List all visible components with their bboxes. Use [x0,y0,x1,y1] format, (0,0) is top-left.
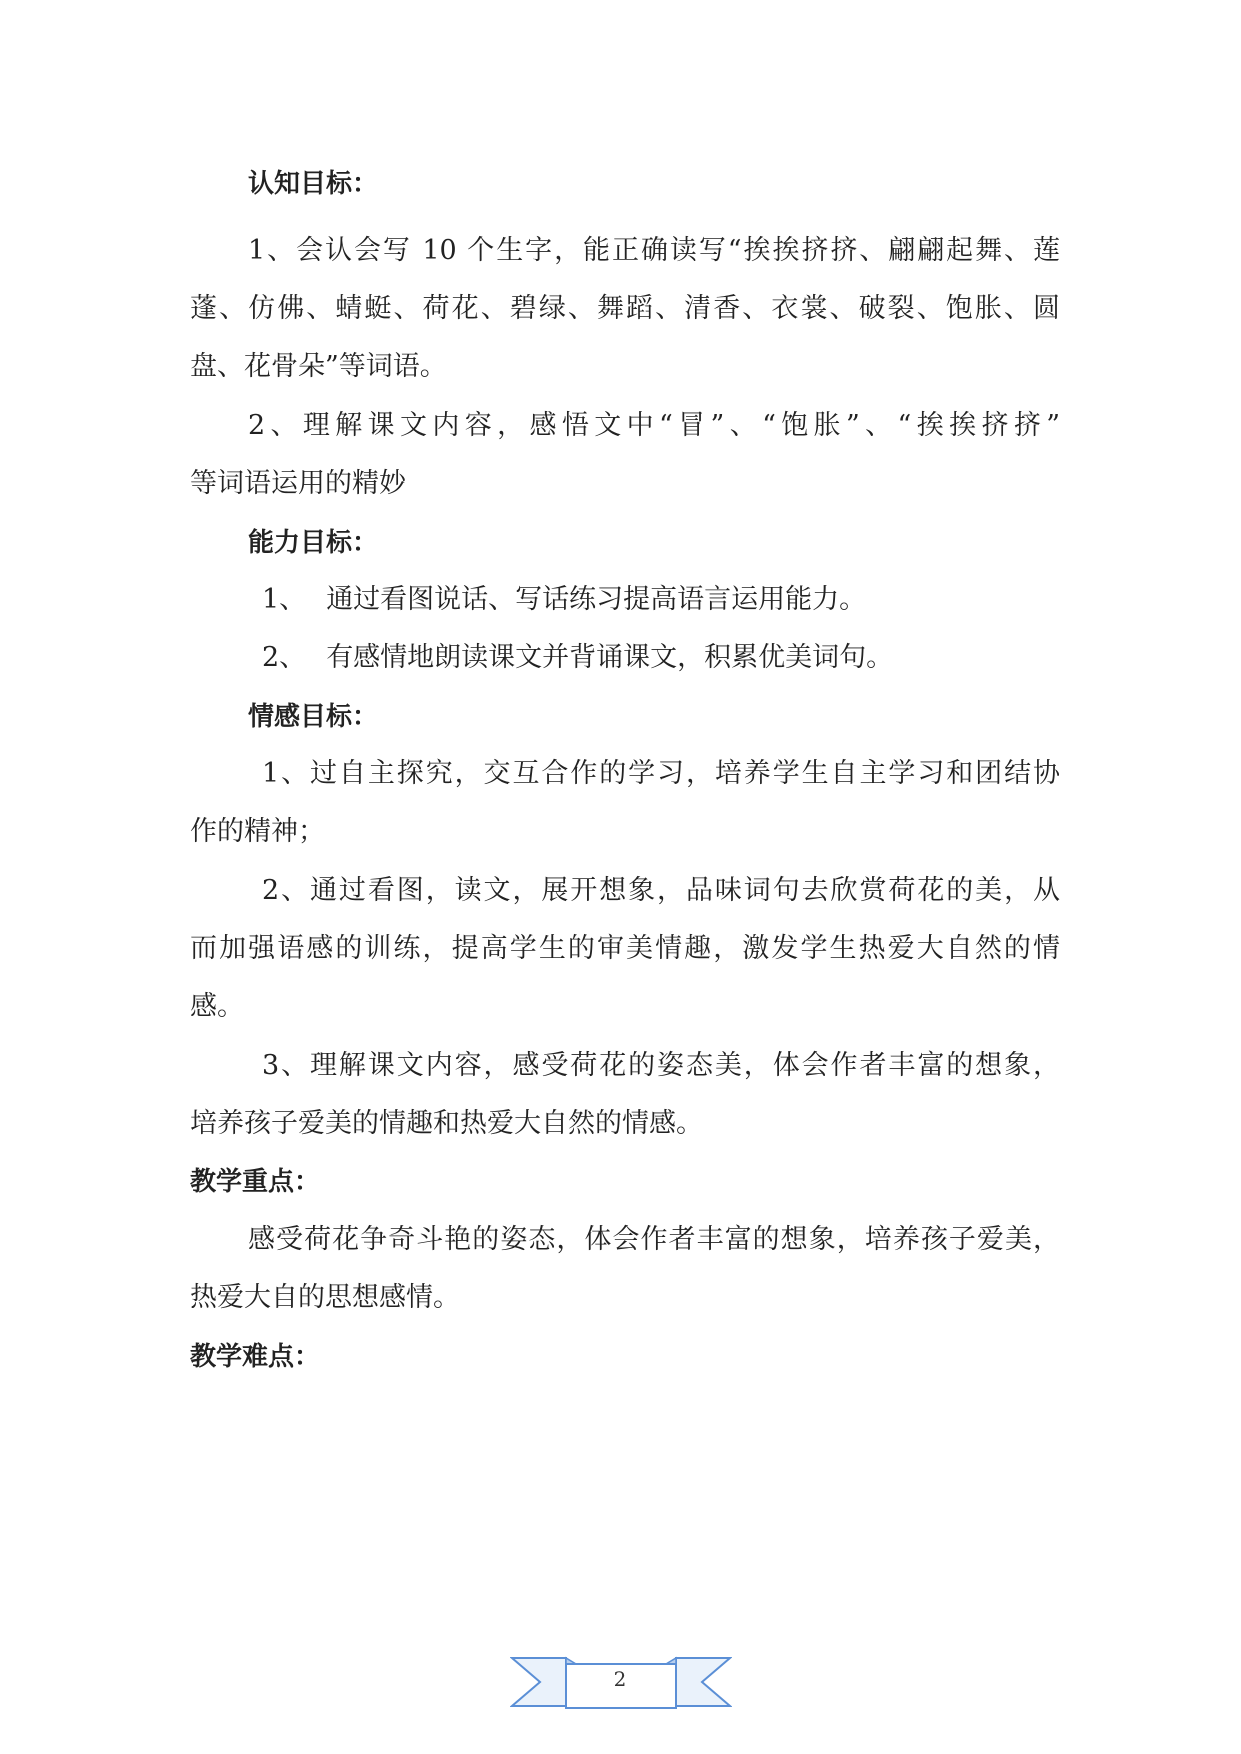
teaching-key-points-heading: 教学重点： [190,1167,321,1197]
emotion-goal-3-line-2: 培养孩子爱美的情趣和热爱大自然的情感。 [190,1108,703,1139]
cognitive-goal-1-line-1: 1、会认会写 10 个生字，能正确读写“挨挨挤挤、翩翩起舞、莲 [248,235,1060,266]
ability-goal-1 [262,580,1060,620]
page-number: 2 [613,1667,627,1691]
cognitive-goal-1-line-3: 盘、花骨朵”等词语。 [190,351,447,382]
teaching-key-points-line-2: 热爱大自的思想感情。 [190,1282,460,1313]
teaching-key-points-line-1: 感受荷花争奇斗艳的姿态，体会作者丰富的想象，培养孩子爱美， [248,1224,1060,1255]
ability-goals-heading: 能力目标： [248,528,379,558]
ability-goal-2-text: 有感情地朗读课文并背诵课文，积累优美词句。 [326,642,894,673]
teaching-difficulties-heading: 教学难点： [190,1342,321,1372]
cognitive-goal-1-line-2: 蓬、仿佛、蜻蜓、荷花、碧绿、舞蹈、清香、衣裳、破裂、饱胀、圆 [190,293,1060,324]
cognitive-goal-2-line-2: 等词语运用的精妙 [190,468,406,499]
emotion-goal-2-line-2: 而加强语感的训练，提高学生的审美情趣，激发学生热爱大自然的情 [190,933,1060,964]
emotion-goals-heading: 情感目标： [248,702,379,732]
ability-goal-1-number: 1、 [262,584,307,615]
emotion-goal-1-line-1: 1、过自主探究，交互合作的学习，培养学生自主学习和团结协 [262,758,1060,789]
cognitive-goals-heading: 认知目标： [248,169,379,199]
emotion-goal-3-line-1: 3、理解课文内容，感受荷花的姿态美，体会作者丰富的想象， [262,1050,1060,1081]
emotion-goal-1-line-2: 作的精神； [190,816,325,847]
ability-goal-1-text: 通过看图说话、写话练习提高语言运用能力。 [326,584,867,615]
ability-goal-2-number: 2、 [262,642,307,673]
ability-goal-2 [262,638,1060,678]
emotion-goal-2-line-3: 感。 [190,991,244,1022]
emotion-goal-2-line-1: 2、通过看图，读文，展开想象，品味词句去欣赏荷花的美，从 [262,875,1060,906]
cognitive-goal-2-line-1: 2、理解课文内容，感悟文中“冒”、“饱胀”、“挨挨挤挤” [248,410,1060,441]
